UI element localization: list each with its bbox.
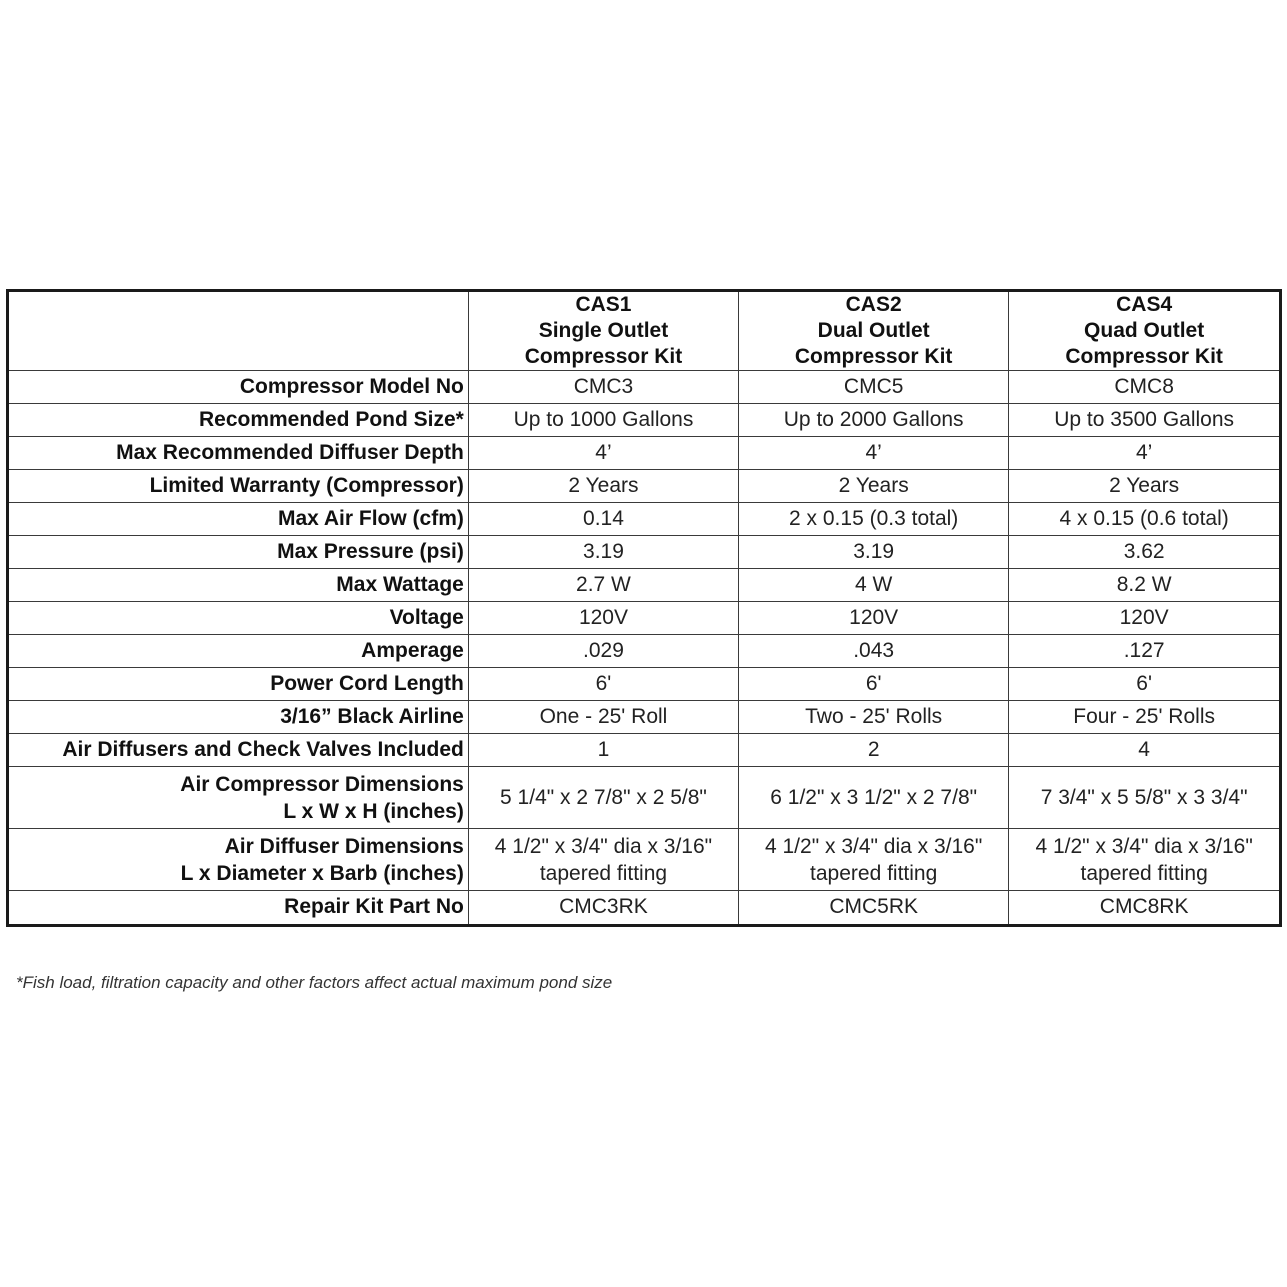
cell-value (1009, 829, 1279, 891)
cell-value: 7 3/4" x 5 5/8" x 3 3/4" (1009, 767, 1279, 829)
table-row-repair-kit (9, 891, 1279, 924)
cell-value: 6' (1009, 668, 1279, 701)
cell-value: 120V (468, 602, 738, 635)
row-label (9, 767, 468, 829)
row-label: Max Air Flow (cfm) (9, 503, 468, 536)
cell-value: CMC5 (739, 371, 1009, 404)
cell-value-line: 4 1/2" x 3/4" dia x 3/16" (764, 834, 983, 858)
cell-value: 8.2 W (1009, 569, 1279, 602)
cell-value: 4 (1009, 734, 1279, 767)
cell-value: CMC8 (1009, 371, 1279, 404)
cell-value-line: tapered fitting (1080, 861, 1208, 885)
cell-value: 3.62 (1009, 536, 1279, 569)
cell-value: Two - 25' Rolls (739, 701, 1009, 734)
table-row (9, 701, 1279, 734)
row-label: 3/16” Black Airline (9, 701, 468, 734)
spec-table-frame (6, 289, 1282, 927)
cell-value-line: tapered fitting (810, 861, 938, 885)
cell-value: 2 Years (468, 470, 738, 503)
table-row (9, 569, 1279, 602)
cell-value: .127 (1009, 635, 1279, 668)
cell-value: .043 (739, 635, 1009, 668)
product-header-cas2 (739, 292, 1009, 371)
cell-value (468, 829, 738, 891)
cell-value: CMC3RK (468, 891, 738, 924)
table-row (9, 503, 1279, 536)
row-label: Repair Kit Part No (9, 891, 468, 924)
spec-table (9, 292, 1279, 924)
product-kind: Compressor Kit (1065, 345, 1223, 368)
cell-value: 2 (739, 734, 1009, 767)
table-row-compressor-dimensions (9, 767, 1279, 829)
product-code: CAS2 (845, 293, 902, 316)
product-kind: Compressor Kit (794, 345, 953, 368)
row-label: Amperage (9, 635, 468, 668)
cell-value-line: tapered fitting (539, 861, 668, 885)
row-label-line: L x Diameter x Barb (inches) (180, 861, 464, 885)
cell-value: 120V (739, 602, 1009, 635)
row-label: Max Pressure (psi) (9, 536, 468, 569)
cell-value: 120V (1009, 602, 1279, 635)
row-label: Recommended Pond Size* (9, 404, 468, 437)
row-label: Power Cord Length (9, 668, 468, 701)
row-label-line: Air Diffuser Dimensions (224, 834, 464, 858)
cell-value: 6 1/2" x 3 1/2" x 2 7/8" (739, 767, 1009, 829)
cell-value: .029 (468, 635, 738, 668)
cell-value: 2.7 W (468, 569, 738, 602)
row-label-line: L x W x H (inches) (283, 799, 464, 823)
product-code: CAS4 (1116, 293, 1173, 316)
row-label: Limited Warranty (Compressor) (9, 470, 468, 503)
cell-value: CMC3 (468, 371, 738, 404)
product-kind: Compressor Kit (524, 345, 683, 368)
product-type: Single Outlet (538, 319, 669, 342)
cell-value: 2 x 0.15 (0.3 total) (739, 503, 1009, 536)
cell-value-line: 4 1/2" x 3/4" dia x 3/16" (494, 834, 713, 858)
table-row (9, 404, 1279, 437)
table-row (9, 470, 1279, 503)
table-row (9, 635, 1279, 668)
cell-value: Up to 3500 Gallons (1009, 404, 1279, 437)
table-row (9, 371, 1279, 404)
cell-value: 3.19 (468, 536, 738, 569)
cell-value: CMC8RK (1009, 891, 1279, 924)
cell-value: Up to 2000 Gallons (739, 404, 1009, 437)
header-row (9, 292, 1279, 371)
cell-value: 4’ (1009, 437, 1279, 470)
product-code: CAS1 (575, 293, 632, 316)
header-corner-cell (9, 292, 468, 371)
cell-value: 4 W (739, 569, 1009, 602)
cell-value: 6' (739, 668, 1009, 701)
row-label: Voltage (9, 602, 468, 635)
cell-value: One - 25' Roll (468, 701, 738, 734)
row-label (9, 829, 468, 891)
cell-value: 0.14 (468, 503, 738, 536)
row-label: Air Diffusers and Check Valves Included (9, 734, 468, 767)
table-row (9, 668, 1279, 701)
cell-value: 4’ (739, 437, 1009, 470)
footnote: *Fish load, filtration capacity and other factors affect actual maximum pond size (16, 973, 613, 992)
row-label: Compressor Model No (9, 371, 468, 404)
product-type: Quad Outlet (1084, 319, 1205, 342)
product-type: Dual Outlet (817, 319, 930, 342)
table-row-diffuser-dimensions (9, 829, 1279, 891)
cell-value: Four - 25' Rolls (1009, 701, 1279, 734)
cell-value: 1 (468, 734, 738, 767)
cell-value-line: 4 1/2" x 3/4" dia x 3/16" (1035, 834, 1253, 858)
cell-value: 4 x 0.15 (0.6 total) (1009, 503, 1279, 536)
product-header-cas1 (468, 292, 738, 371)
cell-value: 5 1/4" x 2 7/8" x 2 5/8" (468, 767, 738, 829)
cell-value: 6' (468, 668, 738, 701)
table-row (9, 734, 1279, 767)
cell-value: 2 Years (1009, 470, 1279, 503)
row-label: Max Wattage (9, 569, 468, 602)
table-row (9, 536, 1279, 569)
product-header-cas4 (1009, 292, 1279, 371)
row-label-line: Air Compressor Dimensions (180, 772, 464, 796)
cell-value (739, 829, 1009, 891)
cell-value: Up to 1000 Gallons (468, 404, 738, 437)
table-row (9, 437, 1279, 470)
table-row (9, 602, 1279, 635)
cell-value: CMC5RK (739, 891, 1009, 924)
row-label: Max Recommended Diffuser Depth (9, 437, 468, 470)
cell-value: 3.19 (739, 536, 1009, 569)
cell-value: 4’ (468, 437, 738, 470)
cell-value: 2 Years (739, 470, 1009, 503)
